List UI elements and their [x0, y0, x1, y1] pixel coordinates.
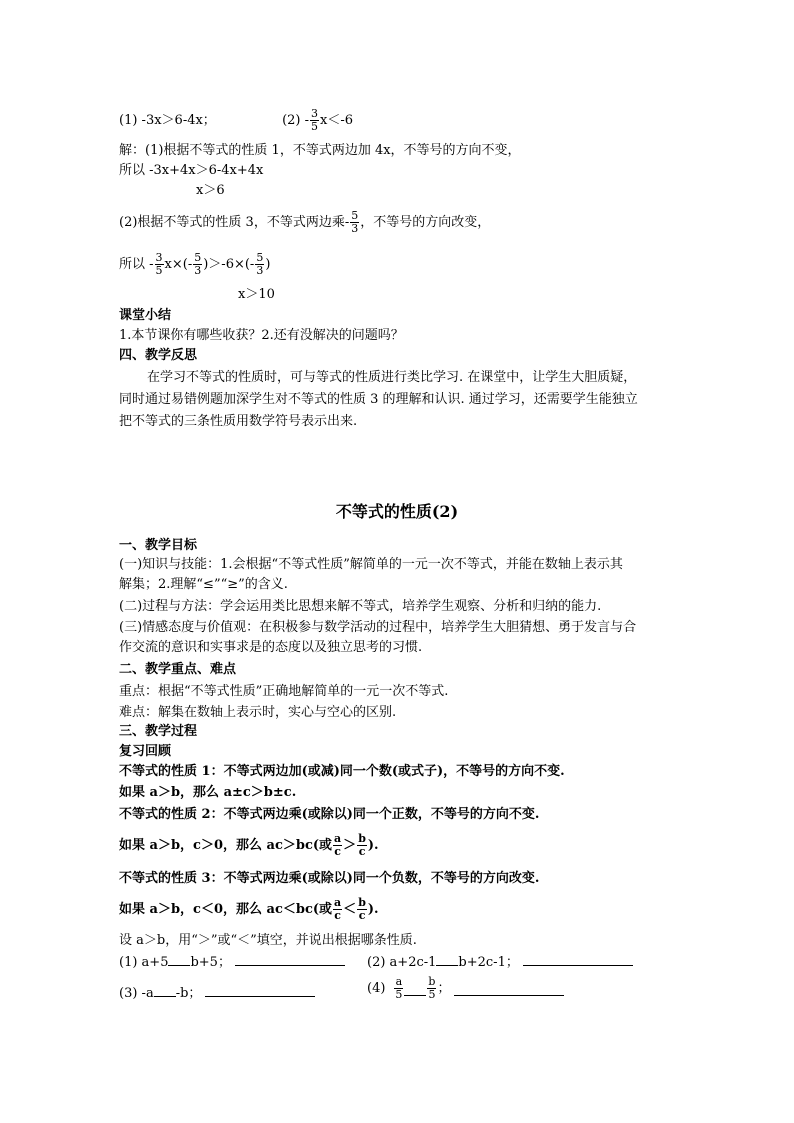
goal-line: 解集；2.理解“≤”“≥”的含义. [119, 577, 288, 592]
goals-heading: 一、教学目标 [119, 538, 198, 553]
fraction: $\frac{a}{c}$ [334, 832, 342, 858]
exercise-2: (2) a+2c-1 b+2c-1； [367, 952, 633, 971]
example-2: (2) - $\frac{3}{5}$ x＜-6 [282, 107, 354, 133]
goal-line: (二)过程与方法：学会运用类比思想来解不等式，培养学生观察、分析和归纳的能力. [119, 599, 602, 614]
goal-line: (一)知识与技能：1.会根据“不等式性质”解简单的一元一次不等式，并能在数轴上表示其 [119, 557, 623, 572]
reflection-line: 把不等式的三条性质用数学符号表示出来. [119, 414, 358, 429]
solution-line-6: x＞10 [238, 287, 275, 302]
review-heading: 复习回顾 [119, 744, 172, 759]
solution-line-4: (2)根据不等式的性质 3，不等式两边乘- $\frac{5}{3}$ ，不等号的方向改变， [119, 209, 491, 235]
fraction: $\frac{b}{c}$ [358, 832, 366, 858]
solution-line-3: x＞6 [196, 183, 225, 198]
solution-line-5: 所以 - $\frac{3}{5}$ x×(- $\frac{5}{3}$ )＞-6×(- $\frac{5}{3}$ ) [119, 251, 271, 277]
fraction: $\frac{a}{c}$ [334, 896, 342, 922]
property-2: 不等式的性质 2：不等式两边乘(或除以)同一个正数，不等号的方向不变. [119, 807, 540, 822]
keypoint-line: 难点：解集在数轴上表示时，实心与空心的区别. [119, 705, 397, 720]
example-1: (1) -3x＞6-4x； [119, 113, 216, 128]
fraction: $\frac{b}{c}$ [358, 896, 366, 922]
property-1-formula: 如果 a＞b，那么 a±c＞b±c. [119, 785, 297, 800]
fraction: $\frac{b}{5}$ [428, 975, 436, 1001]
answer-blank[interactable] [404, 982, 426, 996]
property-3: 不等式的性质 3：不等式两边乘(或除以)同一个负数，不等号的方向改变. [119, 871, 540, 886]
keypoints-heading: 二、教学重点、难点 [119, 662, 237, 677]
exercise-3: (3) -a -b； [119, 983, 315, 1002]
reason-blank[interactable] [523, 952, 633, 966]
exercise-instruction: 设 a＞b，用“＞”或“＜”填空，并说出根据哪条性质. [119, 933, 417, 948]
goal-line: (三)情感态度与价值观：在积极参与数学活动的过程中，培养学生大胆猜想、勇于发言与合 [119, 620, 637, 635]
fraction: $\frac{a}{5}$ [395, 975, 403, 1001]
solution-line-1: 解：(1)根据不等式的性质 1，不等式两边加 4x，不等号的方向不变， [119, 143, 521, 158]
property-1: 不等式的性质 1：不等式两边加(或减)同一个数(或式子)，不等号的方向不变. [119, 764, 565, 779]
goal-line: 作交流的意识和实事求是的态度以及独立思考的习惯. [119, 640, 423, 655]
summary-text: 1.本节课你有哪些收获？2.还有没解决的问题吗？ [119, 328, 404, 343]
solution-line-2: 所以 -3x+4x＞6-4x+4x [119, 163, 264, 178]
process-heading: 三、教学过程 [119, 724, 198, 739]
fraction: $\frac{3}{5}$ [311, 107, 319, 133]
answer-blank[interactable] [168, 952, 190, 966]
exercise-1: (1) a+5 b+5； [119, 952, 345, 971]
reflection-heading: 四、教学反思 [119, 348, 198, 363]
fraction: $\frac{5}{3}$ [194, 251, 202, 277]
fraction: $\frac{5}{3}$ [351, 209, 359, 235]
example-line [119, 108, 353, 133]
reason-blank[interactable] [235, 952, 345, 966]
reflection-line: 同时通过易错例题加深学生对不等式的性质 3 的理解和认识. 通过学习，还需要学生能独立 [119, 392, 638, 407]
property-3-formula: 如果 a＞b，c＜0，那么 ac＜bc(或 $\frac{a}{c}$ ＜ $\frac{b}{c}$ ). [119, 896, 379, 922]
reason-blank[interactable] [205, 983, 315, 997]
answer-blank[interactable] [436, 952, 458, 966]
fraction: $\frac{5}{3}$ [256, 251, 264, 277]
keypoint-line: 重点：根据“不等式性质”正确地解简单的一元一次不等式. [119, 684, 449, 699]
reflection-line: 在学习不等式的性质时，可与等式的性质进行类比学习. 在课堂中，让学生大胆质疑， [147, 370, 637, 385]
property-2-formula: 如果 a＞b，c＞0，那么 ac＞bc(或 $\frac{a}{c}$ ＞ $\frac{b}{c}$ ). [119, 832, 379, 858]
answer-blank[interactable] [154, 983, 176, 997]
exercise-4: (4) $\frac{a}{5}$ $\frac{b}{5}$ ； [367, 976, 564, 1001]
section-title: 不等式的性质(2) [335, 502, 459, 521]
reason-blank[interactable] [454, 982, 564, 996]
summary-heading: 课堂小结 [119, 308, 172, 323]
fraction: $\frac{3}{5}$ [155, 251, 163, 277]
